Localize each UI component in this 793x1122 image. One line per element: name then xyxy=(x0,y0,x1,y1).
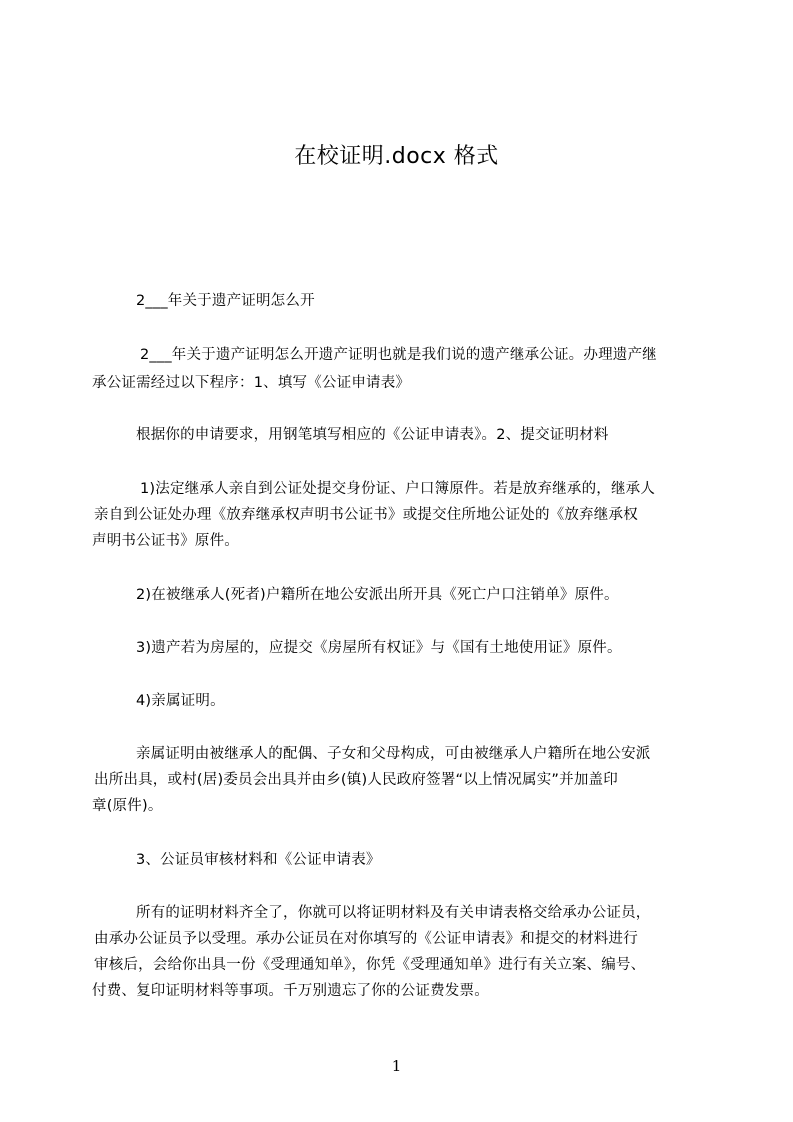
intro-paragraph xyxy=(92,342,700,396)
paragraph-line: 亲属证明由被继承人的配偶、子女和父母构成，可由被继承人户籍所在地公安派 xyxy=(136,746,651,762)
paragraph-line: 审核后，会给你出具一份《受理通知单》，你凭《受理通知单》进行有关立案、编号、 xyxy=(94,957,646,973)
material-item-2 xyxy=(92,582,700,608)
paragraph-line: 由承办公证员予以受理。承办公证员在对你填写的《公证申请表》和提交的材料进行 xyxy=(94,931,638,947)
paragraph-line: 声明书公证书》原件。 xyxy=(92,533,239,549)
paragraph-line: 亲自到公证处办理《放弃继承权声明书公证书》或提交住所地公证处的《放弃继承权 xyxy=(94,507,638,523)
section-heading xyxy=(92,288,700,314)
material-item-1 xyxy=(92,476,700,554)
material-item-4 xyxy=(92,688,700,714)
page-number: 1 xyxy=(391,1057,402,1075)
material-item-3 xyxy=(92,635,700,661)
paragraph-line: 2___年关于遗产证明怎么开遗产证明也就是我们说的遗产继承公证。办理遗产继 xyxy=(140,347,657,363)
paragraph-line: 3、公证员审核材料和《公证申请表》 xyxy=(136,852,381,868)
paragraph-line: 1)法定继承人亲自到公证处提交身份证、户口簿原件。若是放弃继承的，继承人 xyxy=(140,481,656,497)
paragraph-line: 根据你的申请要求，用钢笔填写相应的《公证申请表》。2、提交证明材料 xyxy=(136,427,609,443)
document-title: 在校证明.docx 格式 xyxy=(294,144,499,169)
step-3-heading xyxy=(92,847,700,873)
paragraph-line: 2)在被继承人(死者)户籍所在地公安派出所开具《死亡户口注销单》原件。 xyxy=(136,587,619,603)
paragraph-line: 所有的证明材料齐全了，你就可以将证明材料及有关申请表格交给承办公证员， xyxy=(136,905,651,921)
step-3-paragraph xyxy=(92,900,700,1004)
paragraph-line: 3)遗产若为房屋的，应提交《房屋所有权证》与《国有土地使用证》原件。 xyxy=(136,640,622,656)
kinship-paragraph xyxy=(92,741,700,819)
paragraph-line: 2___年关于遗产证明怎么开 xyxy=(136,293,315,309)
paragraph-line: 出所出具，或村(居)委员会出具并由乡(镇)人民政府签署“以上情况属实”并加盖印 xyxy=(94,772,618,788)
step-detail-paragraph xyxy=(92,422,700,448)
paragraph-line: 4)亲属证明。 xyxy=(136,693,225,709)
paragraph-line: 承公证需经过以下程序：1、填写《公证申请表》 xyxy=(92,375,411,391)
paragraph-line: 付费、复印证明材料等事项。千万别遗忘了你的公证费发票。 xyxy=(92,983,489,999)
paragraph-line: 章(原件)。 xyxy=(92,798,163,814)
